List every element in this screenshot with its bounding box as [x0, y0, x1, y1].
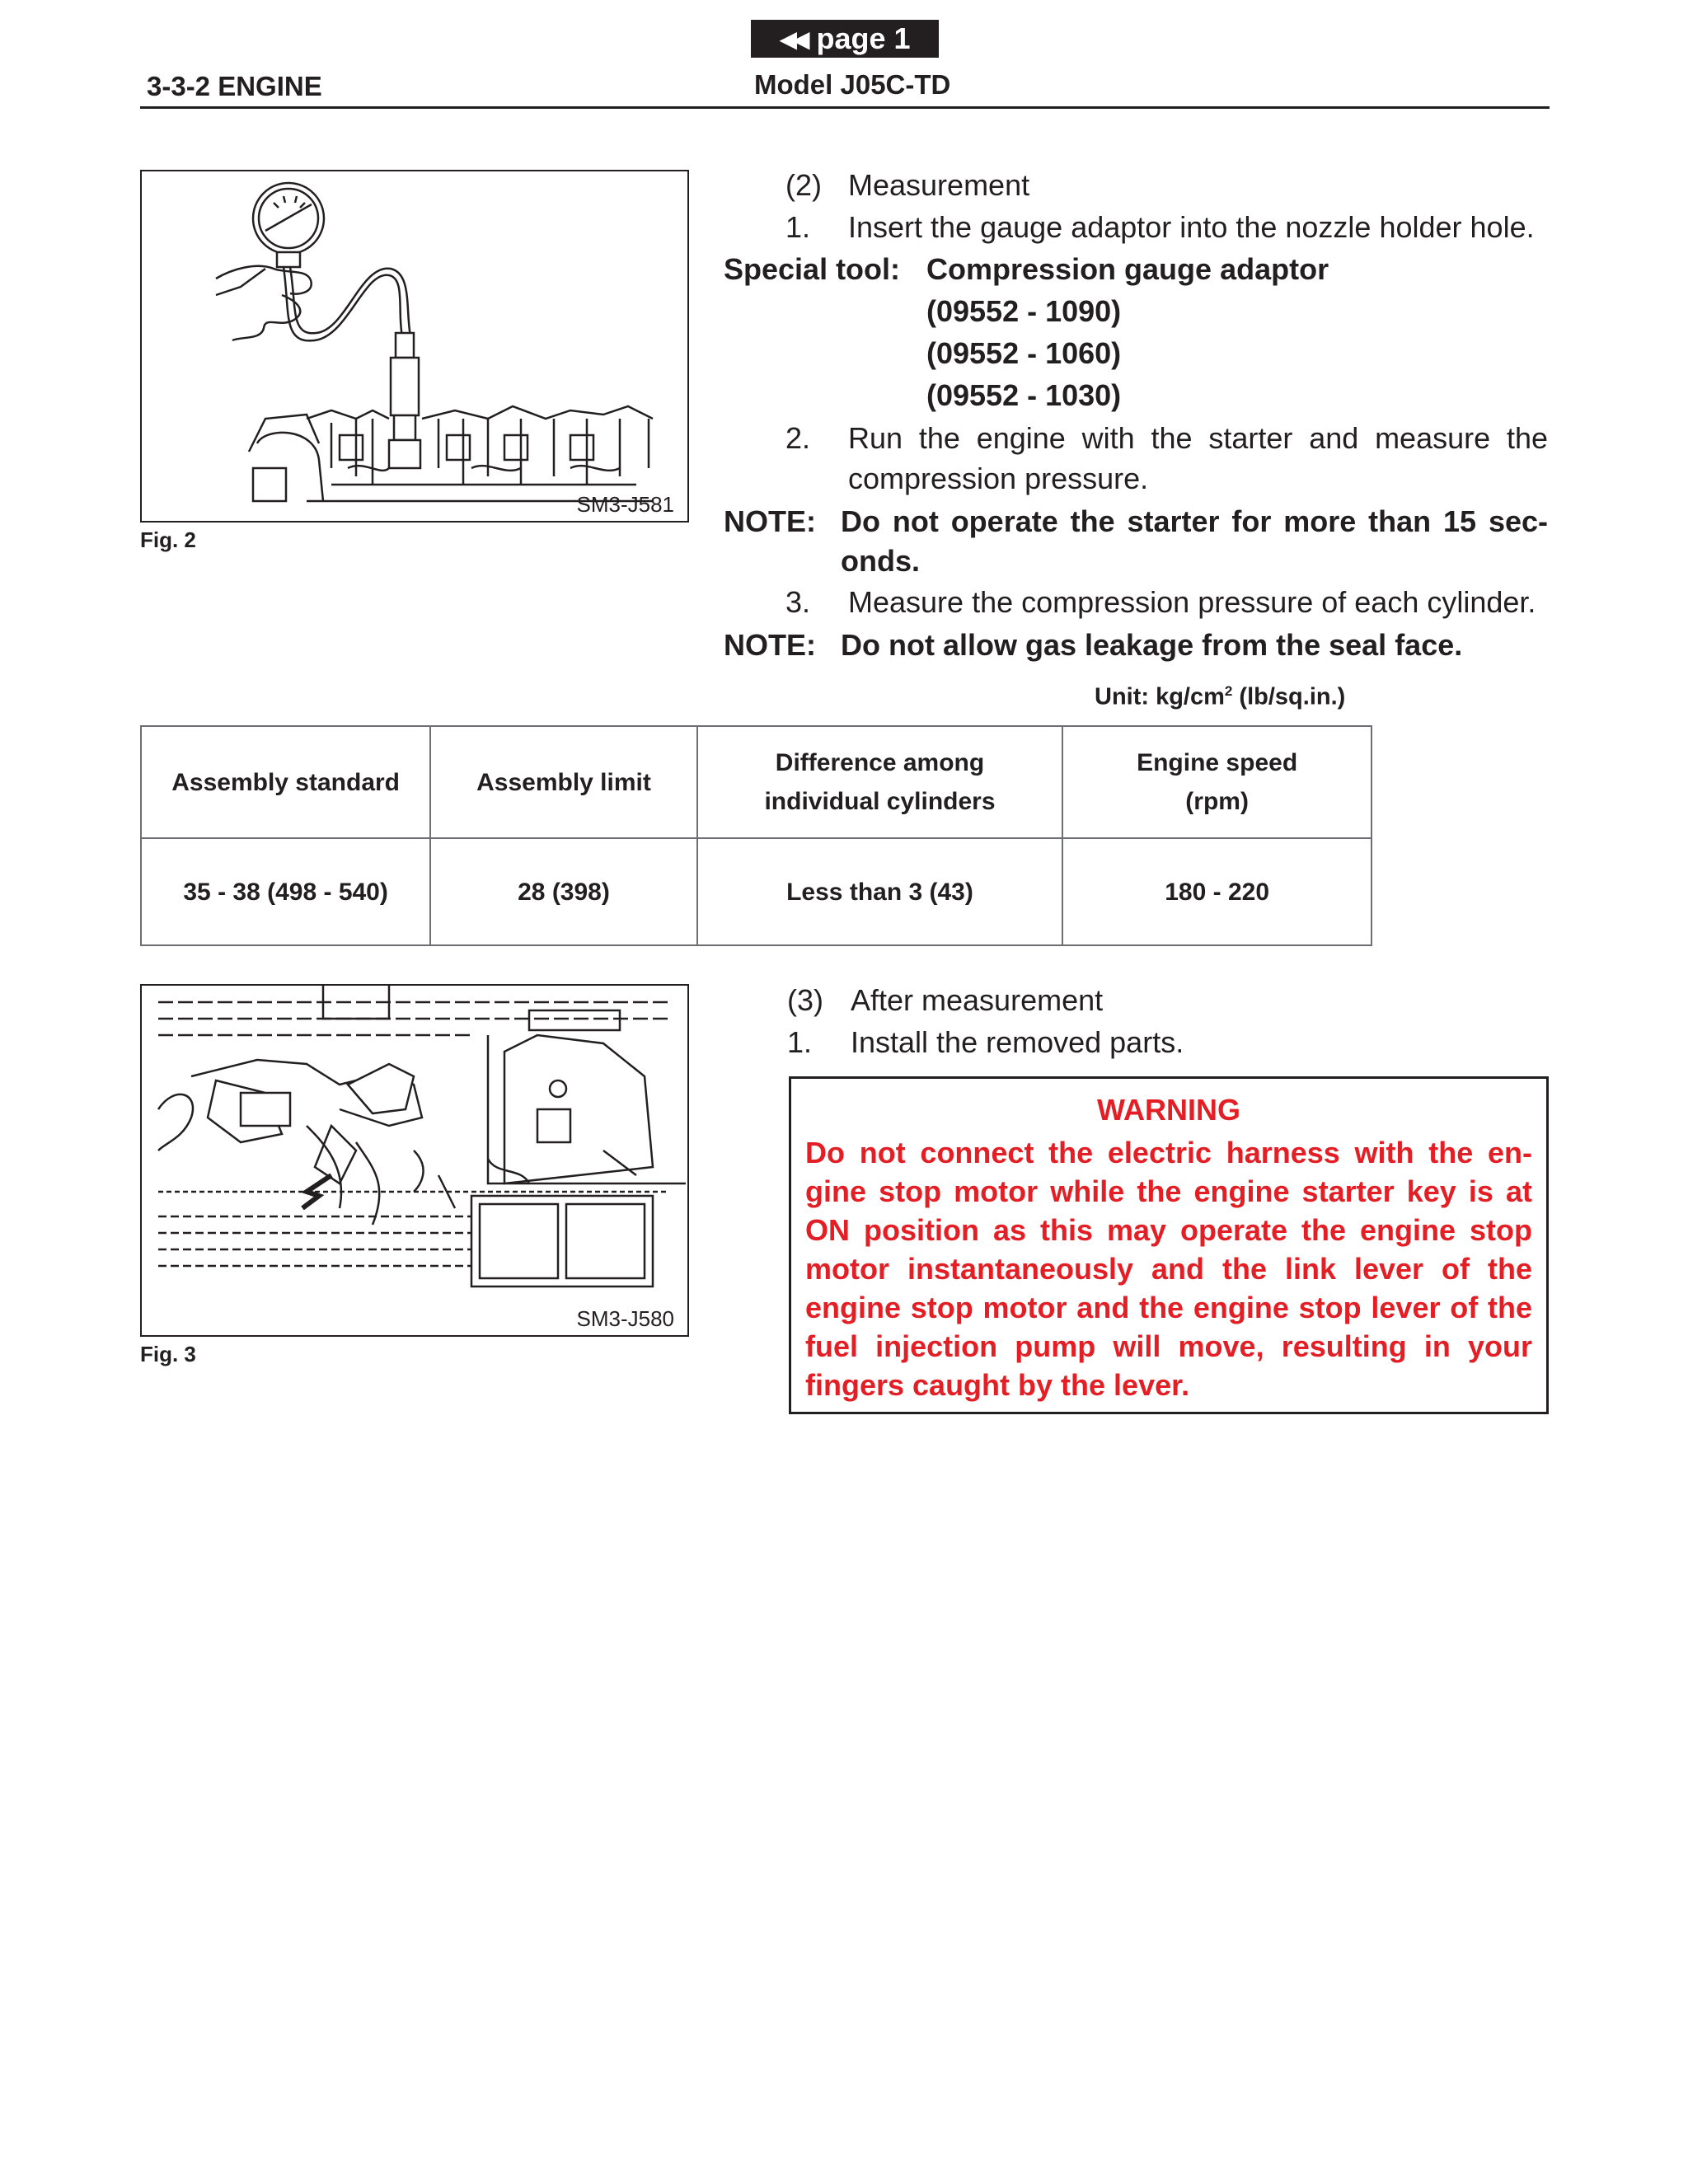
special-tool-label: Special tool:: [724, 252, 901, 286]
table-unit: Unit: $kg/cm^2$ (lb/sq.in.): [1095, 683, 1346, 710]
table-header-row: [141, 726, 1372, 838]
table-cell: 35 - 38 (498 - 540): [141, 838, 430, 945]
step-2-text-line-2: compression pressure.: [848, 462, 1149, 495]
table-row: [141, 838, 1372, 945]
tool-part-number: (09552 - 1090): [926, 294, 1122, 328]
table-header-cell: Difference among individual cylinders: [697, 726, 1063, 838]
step-2-text-line-1: Run the engine with the starter and measure the: [848, 421, 1548, 455]
note-2-text: Do not allow gas leakage from the seal face.: [841, 628, 1463, 662]
figure-2-label: Fig. 2: [140, 527, 196, 552]
measurement-heading: Measurement: [848, 168, 1030, 202]
after-step-1-text: Install the removed parts.: [851, 1025, 1184, 1059]
table-header-cell: Assembly limit: [430, 726, 696, 838]
section-title: 3-3-2 ENGINE: [147, 71, 322, 101]
figure-2-code: SM3-J581: [576, 492, 674, 517]
compression-spec-table: [140, 725, 1372, 946]
warning-text: Do not connect the electric harness with the en- gine stop motor while the engine starter key is at ON position as this may operate the engine stop motor instantaneously and the link lever of the engine stop motor and the engine stop lever of the fuel injection pump will move, resulting in your fingers caught by the lever.: [805, 1136, 1532, 1402]
special-tool-name: Compression gauge adaptor: [926, 252, 1329, 286]
tool-part-number: (09552 - 1060): [926, 336, 1122, 370]
figure-3-code: SM3-J580: [576, 1306, 674, 1331]
double-left-arrow-icon: ◀◀: [779, 26, 805, 52]
table-header-cell: Engine speed (rpm): [1062, 726, 1372, 838]
tool-part-number: (09552 - 1030): [926, 378, 1122, 412]
figure-2: [140, 170, 689, 523]
step-1-text: Insert the gauge adaptor into the nozzle holder hole.: [848, 210, 1535, 244]
figure-3-label: Fig. 3: [140, 1342, 196, 1366]
after-heading: After measurement: [851, 983, 1104, 1017]
warning-box: [789, 1076, 1549, 1414]
page-nav-button[interactable]: [751, 20, 939, 58]
after-step-1-num: 1.: [787, 1025, 813, 1059]
table-cell: Less than 3 (43): [697, 838, 1063, 945]
compression-gauge-illustration: [142, 171, 687, 521]
measurement-heading-num: (2): [785, 168, 822, 202]
step-3-num: 3.: [785, 585, 811, 619]
step-1-num: 1.: [785, 210, 811, 244]
note-2-label: NOTE:: [724, 628, 816, 662]
step-2-num: 2.: [785, 421, 811, 455]
table-cell: 28 (398): [430, 838, 696, 945]
page-nav-label: page 1: [816, 21, 911, 55]
warning-title: WARNING: [1097, 1093, 1240, 1127]
figure-3: [140, 984, 689, 1337]
engine-stop-motor-illustration: [142, 986, 687, 1335]
header-rule: [140, 106, 1550, 109]
note-1-line-2: onds.: [841, 544, 920, 578]
after-heading-num: (3): [787, 983, 823, 1017]
table-cell: 180 - 220: [1062, 838, 1372, 945]
table-header-cell: Assembly standard: [141, 726, 430, 838]
step-3-text: Measure the compression pressure of each cylinder.: [848, 585, 1536, 619]
model-title: Model J05C-TD: [754, 69, 951, 100]
note-1-line-1: Do not operate the starter for more than 15 sec-: [841, 504, 1548, 538]
note-1-label: NOTE:: [724, 504, 816, 538]
